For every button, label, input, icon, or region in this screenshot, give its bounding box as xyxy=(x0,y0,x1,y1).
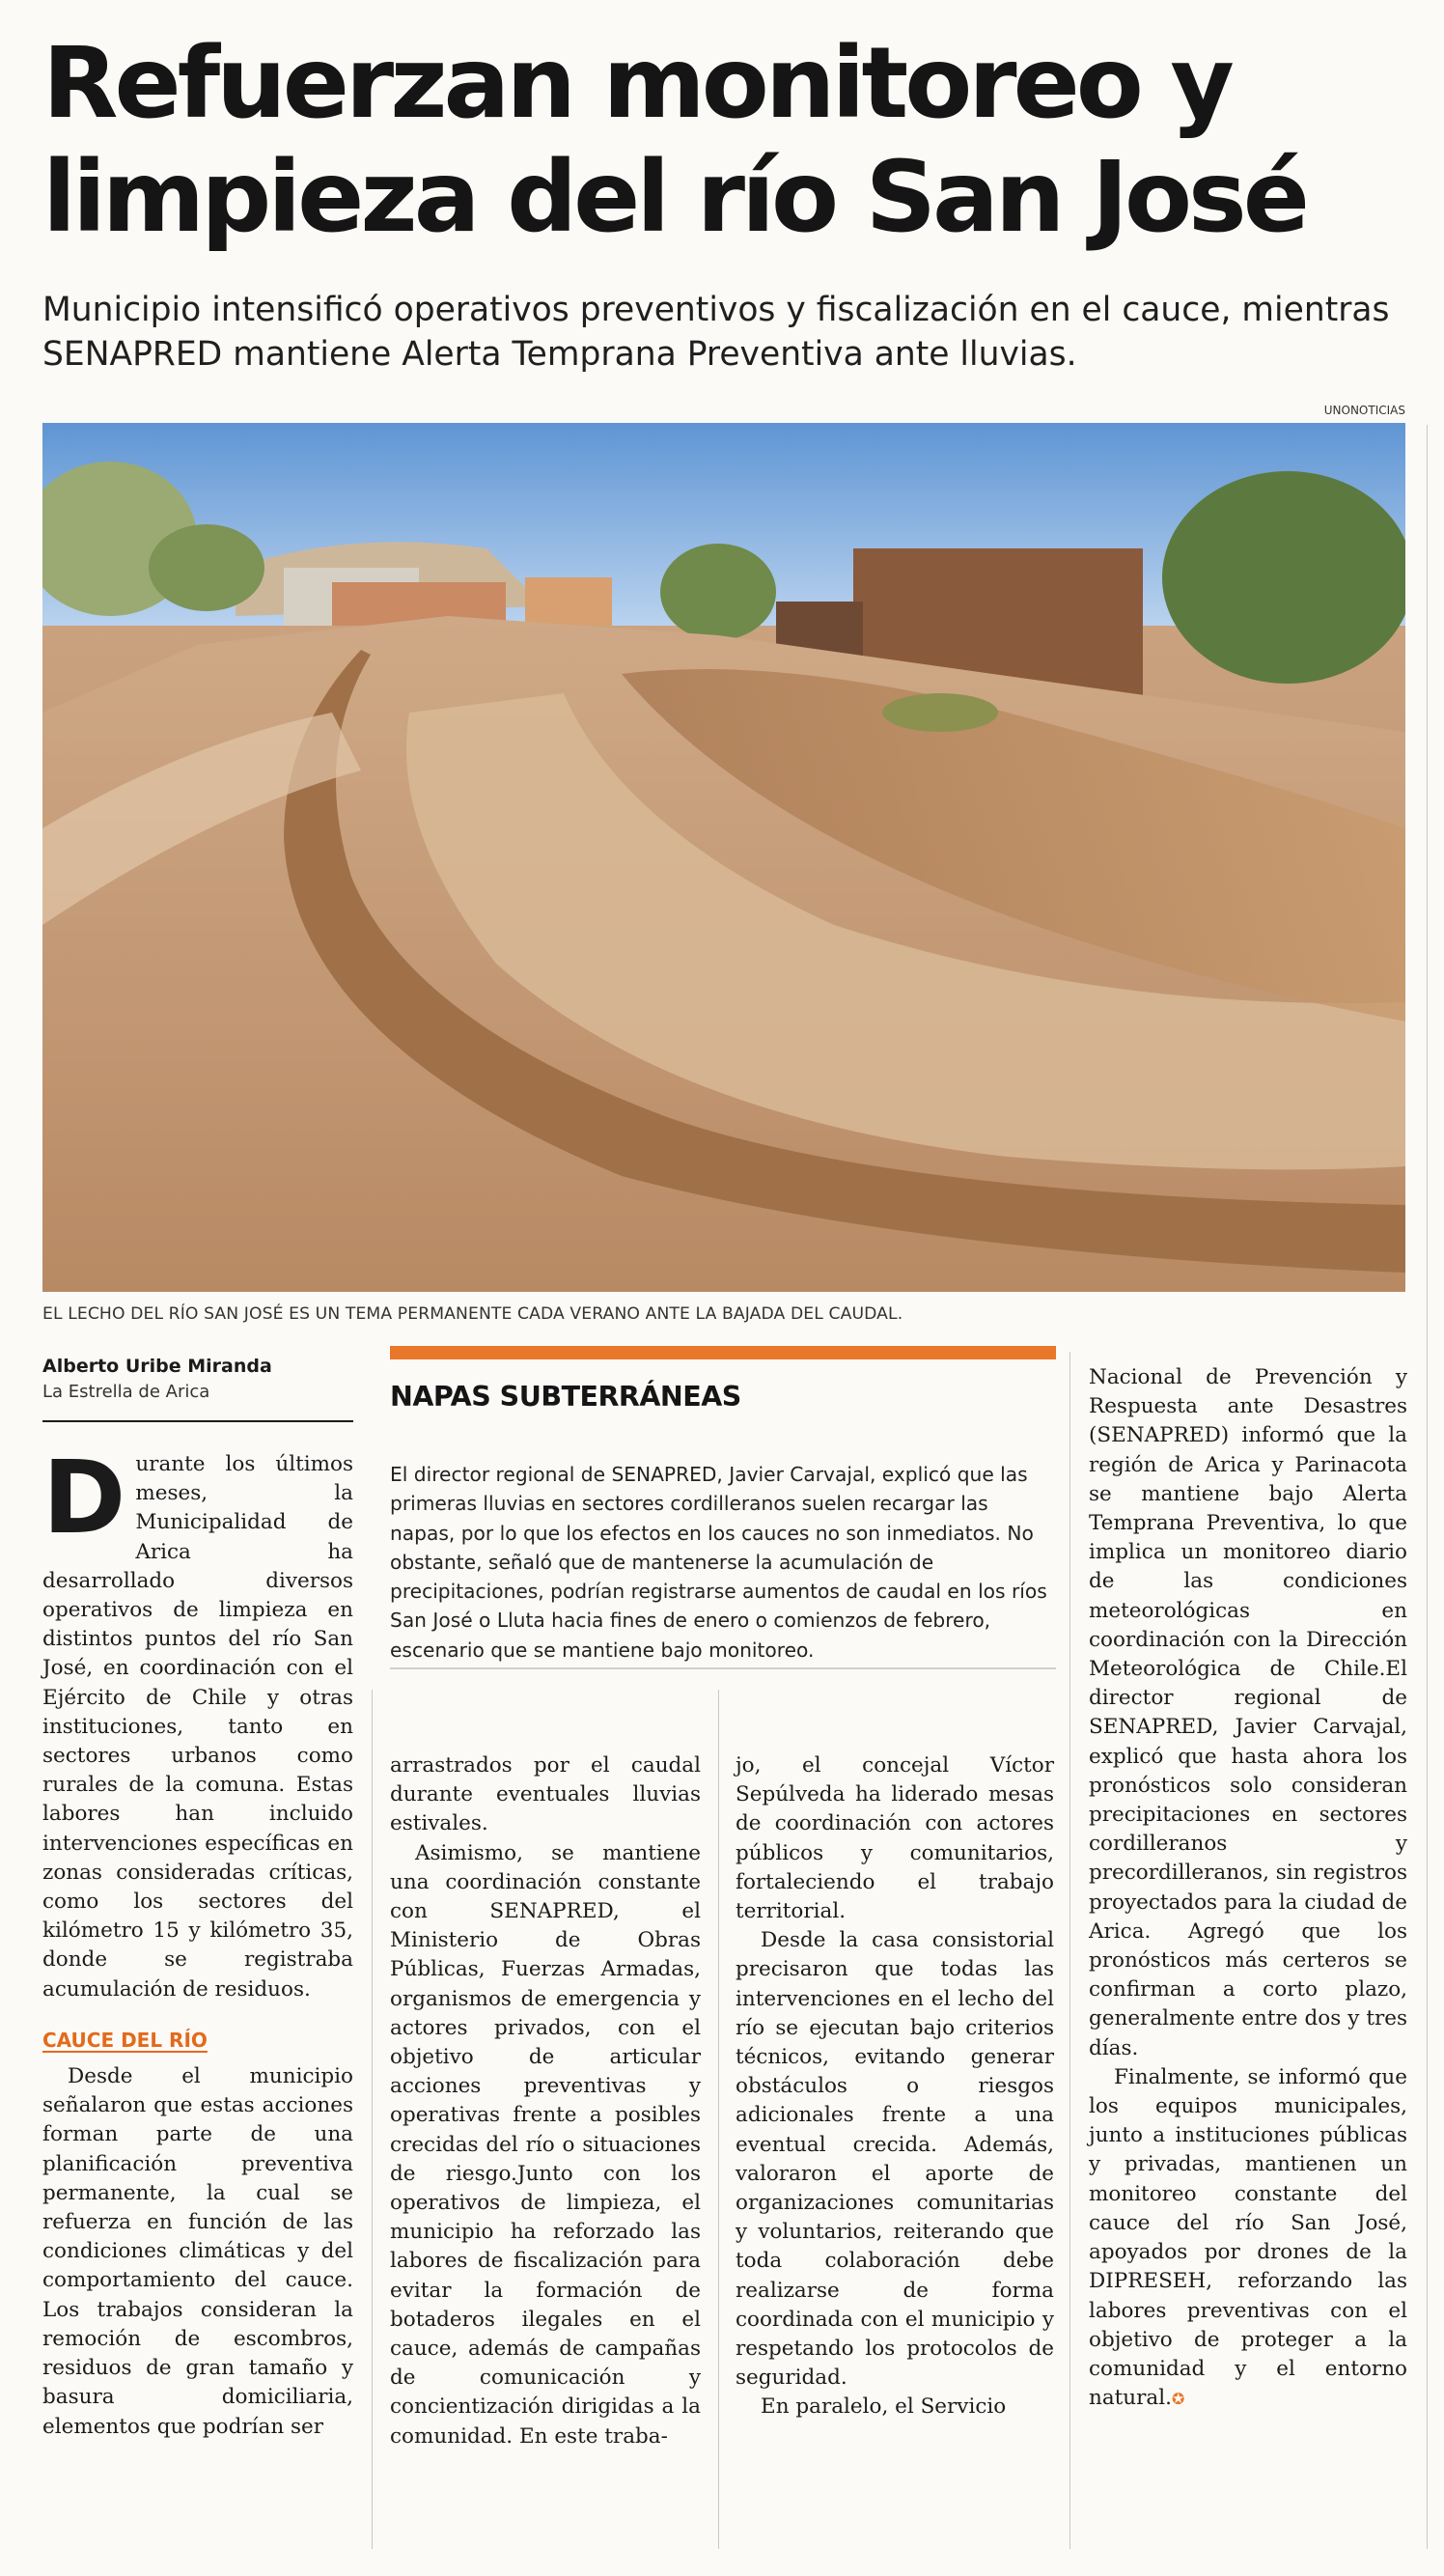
body-paragraph: jo, el concejal Víctor Sepúlveda ha liderado mesas de coordinación con actores públicos y comunitarios, fortaleciendo el trabajo territorial. xyxy=(736,1753,1054,1924)
author-outlet: La Estrella de Arica xyxy=(42,1382,210,1402)
end-mark-icon: ✪ xyxy=(1171,2390,1185,2409)
dek-subtitle: Municipio intensificó operativos preventivos y fiscalización en el cauce, mientras SENAPRED mantiene Alerta Temprana Preventiva ante lluvias. xyxy=(42,291,1390,374)
column-divider xyxy=(718,1690,719,2549)
body-column-2 xyxy=(390,1751,701,2451)
page-edge-rule xyxy=(1427,425,1428,2549)
author-name: Alberto Uribe Miranda xyxy=(42,1356,272,1377)
subhead-cauce: CAUCE DEL RÍO xyxy=(42,2028,208,2052)
sidebar-bottom-rule xyxy=(390,1667,1056,1669)
body-paragraph: En paralelo, el Servicio xyxy=(761,2394,1007,2420)
dropcap: D xyxy=(42,1439,126,1556)
body-paragraph: Nacional de Prevención y Respuesta ante Desastres (SENAPRED) informó que la región de Arica y Parinacota se mantiene bajo Alerta Temprana Preventiva, lo que implica un monitoreo diario de las condiciones meteorológicas en coordinación con la Dirección Meteorológica de Chile.El director regional de SENAPRED, Javier Carvajal, explicó que hasta ahora los pronósticos solo consideran precipitaciones en sectores cordilleranos y precordilleranos, sin registros proyectados para la ciudad de Arica. Agregó que los pronósticos más certeros se confirman a corto plazo, generalmente entre dos y tres días. xyxy=(1089,1365,1407,2060)
author-divider xyxy=(42,1420,353,1422)
riverbed-photo xyxy=(42,423,1405,1292)
body-paragraph: Desde el municipio señalaron que estas acciones forman parte de una planificación preventiva permanente, la cual se refuerza en función de las condiciones climáticas y del comportamiento del cauce. Los trabajos consideran la remoción de escombros, residuos de gran tamaño y basura domiciliaria, elementos que podrían ser xyxy=(42,2064,353,2439)
body-paragraph: Desde la casa consistorial precisaron que todas las intervenciones en el lecho del río se ejecutan bajo criterios técnicos, evitando generar obstáculos o riesgos adicionales frente a una eventual crecida. Además, valoraron el aporte de organizaciones comunitarias y voluntarios, reiterando que toda colaboración debe realizarse de forma coordinada con el municipio y respetando los protocolos de seguridad. xyxy=(736,1928,1054,2391)
body-column-4 xyxy=(1089,1363,1407,2414)
column-divider xyxy=(1069,1352,1070,2549)
body-column-3 xyxy=(736,1751,1054,2422)
sidebar-text: El director regional de SENAPRED, Javier Carvajal, explicó que las primeras lluvias en sectores cordilleranos suelen recargar las napas, por lo que los efectos en los cauces no son inmediatos. No obstante, señaló que de mantenerse la acumulación de precipitaciones, podrían registrarse aumentos de caudal en los ríos San José o Lluta hacia fines de enero o comienzos de febrero, escenario que se mantiene bajo monitoreo. xyxy=(390,1463,1047,1662)
headline: Refuerzan monitoreo y limpieza del río San José xyxy=(42,26,1306,255)
column-divider xyxy=(372,1690,373,2549)
sidebar-title: NAPAS SUBTERRÁNEAS xyxy=(390,1381,741,1413)
body-paragraph: arrastrados por el caudal durante eventuales lluvias estivales. xyxy=(390,1753,701,1836)
body-paragraph: Finalmente, se informó que los equipos municipales, junto a instituciones públicas y privadas, mantienen un monitoreo constante del cauce del río San José, apoyados por drones de la DIPRESEH, reforzando las labores preventivas con el objetivo de proteger a la comunidad y el entorno natural.✪ xyxy=(1089,2064,1407,2411)
photo-credit: UNONOTICIAS xyxy=(1323,404,1405,417)
lead-paragraph: Durante los últimos meses, la Municipalidad de Arica ha desarrollado diversos operativos de limpieza en distintos puntos del río San José, en coordinación con el Ejército de Chile y otras instituciones, tanto en sectores urbanos como rurales de la comuna. Estas labores han incluido intervenciones específicas en zonas consideradas críticas, como los sectores del kilómetro 15 y kilómetro 35, donde se registraba acumulación de residuos. xyxy=(42,1439,353,2002)
photo-caption: EL LECHO DEL RÍO SAN JOSÉ ES UN TEMA PERMANENTE CADA VERANO ANTE LA BAJADA DEL CAUDAL. xyxy=(42,1304,903,1324)
body-column-1 xyxy=(42,1439,353,2442)
body-paragraph: Asimismo, se mantiene una coordinación constante con SENAPRED, el Ministerio de Obras Públicas, Fuerzas Armadas, organismos de emergencia y actores privados, con el objetivo de articular acciones preventivas y operativas frente a posibles crecidas del río o situaciones de riesgo.Junto con los operativos de limpieza, el municipio ha reforzado las labores de fiscalización para evitar la formación de botaderos ilegales en el cauce, además de campañas de comunicación y concientización dirigidas a la comunidad. En este traba- xyxy=(390,1840,701,2449)
sidebar-accent-bar xyxy=(390,1346,1056,1359)
